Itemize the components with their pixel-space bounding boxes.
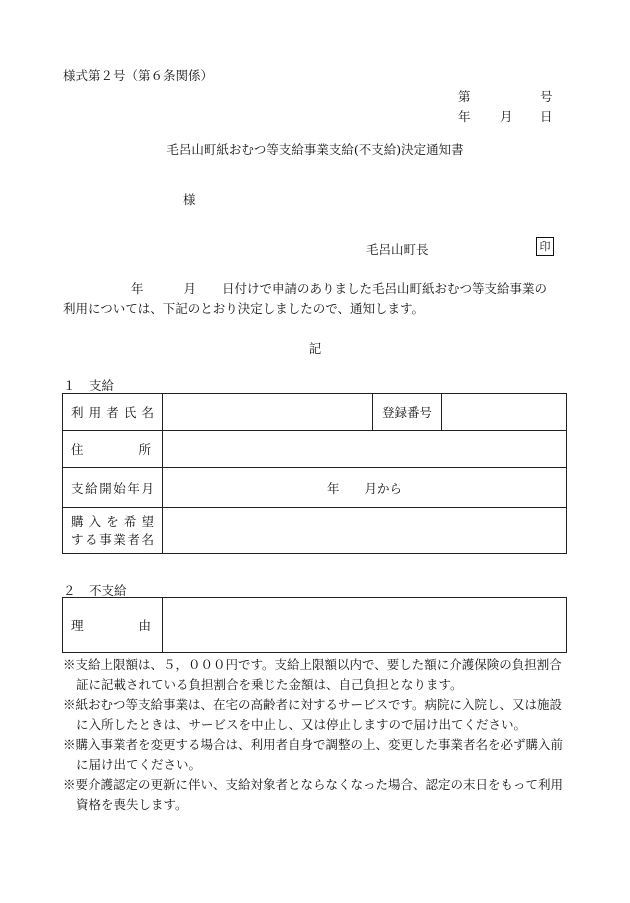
section2-title: 不支給 xyxy=(89,583,127,598)
date-day: 日 xyxy=(540,109,553,124)
section1-title: 支給 xyxy=(89,378,115,393)
vendor-label-cell xyxy=(63,508,163,554)
registration-label-cell xyxy=(373,394,442,431)
registration-field[interactable] xyxy=(442,394,567,431)
notes xyxy=(63,655,571,815)
ki-heading: 記 xyxy=(308,341,322,356)
note-item: ※要介護認定の更新に伴い、支給対象者とならなくなった場合、認定の末日をもって利用資格を喪失します。 xyxy=(63,777,564,812)
refusal-table xyxy=(62,597,567,653)
number-prefix: 第 xyxy=(458,89,471,104)
intro-line2: 利用については、下記のとおり決定しましたので、通知します。 xyxy=(63,301,425,316)
user-name-label: 利用者氏名 xyxy=(71,405,154,420)
form-number-label: 様式第２号（第６条関係） xyxy=(63,68,214,83)
vendor-label-line2: する事業者名 xyxy=(71,531,154,547)
user-name-field[interactable] xyxy=(163,394,373,431)
start-field[interactable] xyxy=(163,468,567,508)
vendor-field[interactable] xyxy=(163,508,567,554)
address-field[interactable] xyxy=(163,431,567,468)
start-label: 支給開始年月 xyxy=(71,480,154,496)
intro-line1-rest: 日付けで申請のありました毛呂山町紙おむつ等支給事業の xyxy=(222,281,548,296)
number-suffix: 号 xyxy=(540,89,553,104)
seal-mark: 印 xyxy=(536,237,554,256)
intro-year: 年 xyxy=(131,281,144,296)
document-title: 毛呂山町紙おむつ等支給事業支給(不支給)決定通知書 xyxy=(166,142,464,157)
vendor-label-line1: 購入を希望 xyxy=(71,513,154,529)
intro-month: 月 xyxy=(183,281,197,296)
date-year: 年 xyxy=(458,109,471,124)
user-name-label-cell xyxy=(63,394,163,431)
start-value: 年 月から xyxy=(326,480,402,496)
section1-number: １ xyxy=(63,378,76,393)
reason-label: 理由 xyxy=(71,618,151,633)
address-label-cell xyxy=(63,431,163,468)
intro-paragraph xyxy=(63,279,566,319)
start-label-cell xyxy=(63,468,163,508)
reason-label-cell xyxy=(63,598,163,653)
section1-heading xyxy=(63,376,114,394)
grant-table xyxy=(62,393,567,554)
section2-number: ２ xyxy=(63,583,76,598)
registration-label: 登録番号 xyxy=(381,405,432,420)
date-month: 月 xyxy=(500,109,513,124)
address-label: 住所 xyxy=(71,442,151,457)
reason-field[interactable] xyxy=(163,598,567,653)
issuer-name: 毛呂山町長 xyxy=(366,242,429,257)
recipient-honorific: 様 xyxy=(183,192,196,207)
note-item: ※購入事業者を変更する場合は、利用者自身で調整の上、変更した事業者名を必ず購入前に届け出てください。 xyxy=(63,737,564,772)
note-item: ※紙おむつ等支給事業は、在宅の高齢者に対するサービスです。病院に入院し、又は施設に入所したときは、サービスを中止し、又は停止しますので届け出てください。 xyxy=(63,697,563,732)
note-item: ※支給上限額は、５，０００円です。支給上限額以内で、要した額に介護保険の負担割合証に記載されている負担割合を乗じた金額は、自己負担となります。 xyxy=(63,657,562,692)
